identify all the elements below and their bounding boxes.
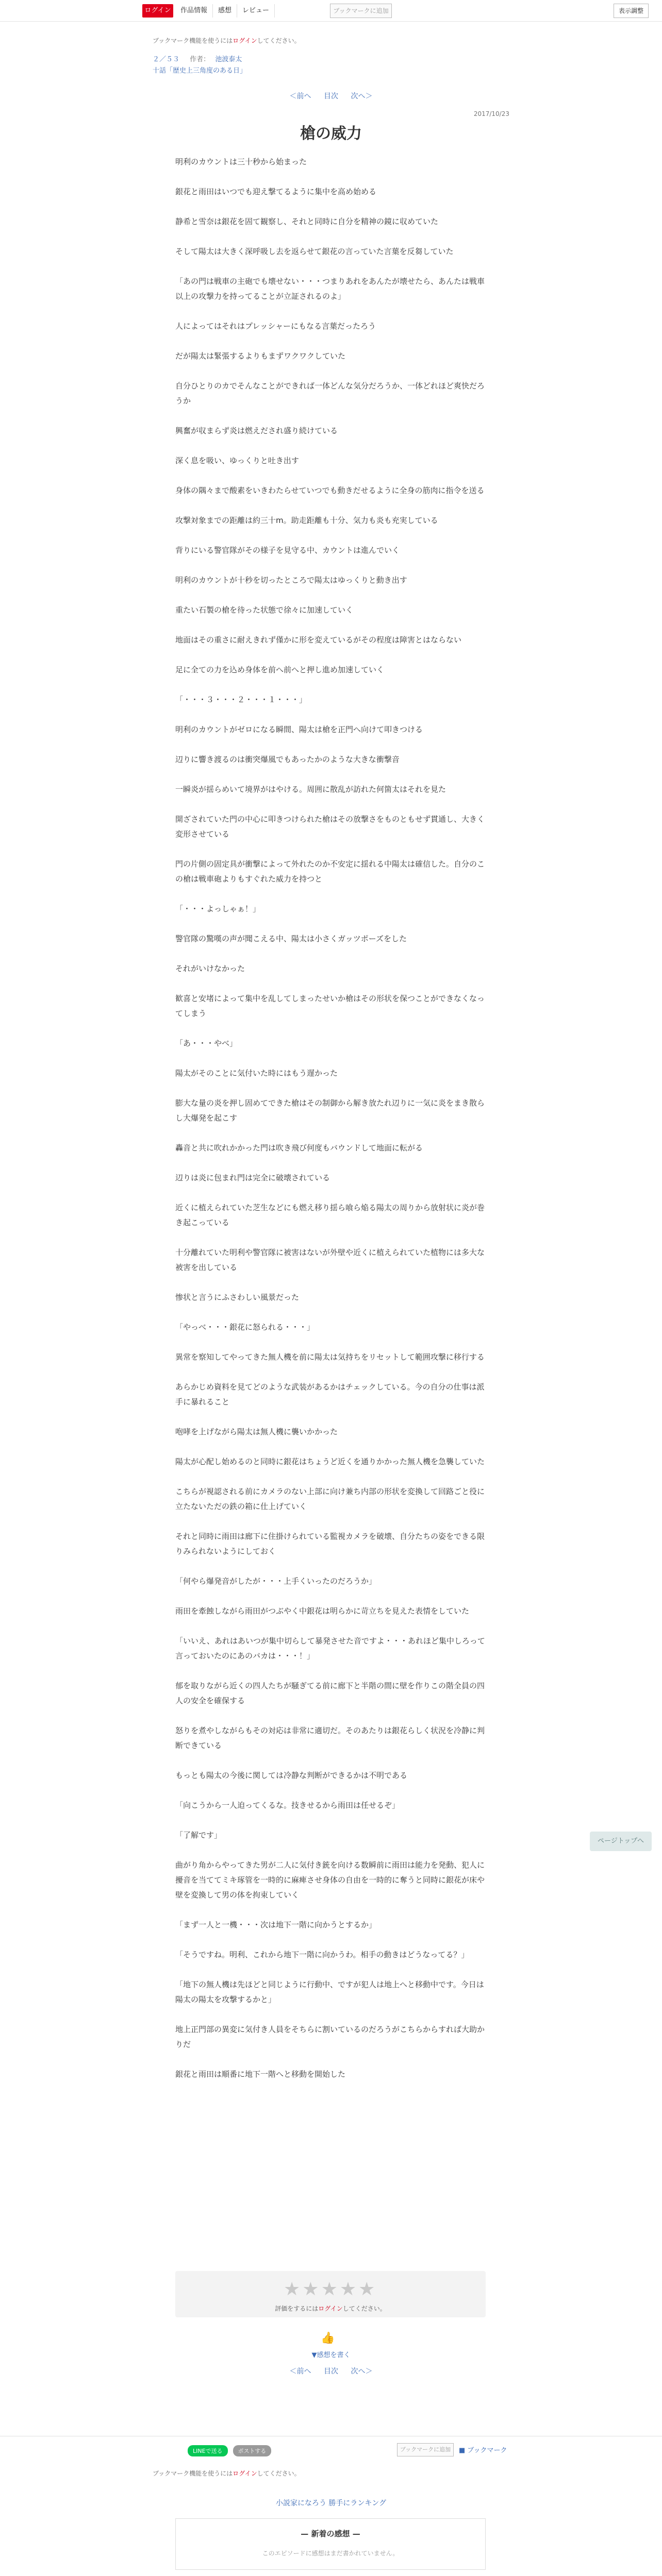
novel-body <box>175 155 486 2097</box>
prev-link-bottom[interactable]: ＜前へ <box>289 2367 311 2376</box>
toc-link-bottom[interactable]: 目次 <box>324 2367 338 2376</box>
rating-box <box>175 2271 486 2317</box>
body-paragraph: 辺りに響き渡るのは衝突爆風でもあったかのような大きな衝撃音 <box>175 755 400 764</box>
add-bookmark-button[interactable]: ブックマークに追加 <box>330 4 392 18</box>
author-label: 作者： <box>190 56 210 63</box>
body-paragraph: 興奮が収まらず炎は燃えだされ盛り続けている <box>175 426 338 435</box>
notice-login-link-bottom[interactable]: ログイン <box>233 2470 257 2477</box>
body-paragraph: 開ざされていた門の中心に叩きつけられた槍はその放撃さをものともせず貫通し、大きく変形させている <box>175 815 485 839</box>
body-paragraph: 陽太が心配し始めるのと同時に銀花はちょうど近くを通りかかった無人機を急襲していた <box>175 1457 485 1466</box>
display-settings-button[interactable]: 表示調整 <box>614 4 649 18</box>
publish-date: 2017/10/23 <box>473 110 509 117</box>
bookmark-link[interactable]: ■ ブックマーク <box>459 2447 507 2454</box>
body-paragraph: 郁を取りながら近くの四人たちが騒ぎてる前に廊下と半階の間に壁を作りこの階全員の四人の安全を確保する <box>175 1681 485 1705</box>
line-share-button[interactable]: LINEで送る <box>188 2445 228 2456</box>
body-paragraph: 「地下の無人機は先ほどと同じように行動中、ですが犯人は地上へと移動中です。今日は陽太の陽太を攻撃するかと」 <box>175 1980 484 2004</box>
body-paragraph: 深く息を吸い、ゆっくりと吐き出す <box>175 456 299 465</box>
body-paragraph: それがいけなかった <box>175 964 245 973</box>
rating-stars <box>284 2280 377 2299</box>
page-counter: ２／５３ <box>153 56 180 63</box>
star-icon[interactable]: ★ <box>302 2279 319 2300</box>
login-button[interactable]: ログイン <box>142 4 173 18</box>
body-paragraph: 地上正門部の異変に気付き人員をそちらに割いているのだろうがこちらからすれば大助かりだ <box>175 2025 485 2049</box>
body-paragraph: 攻撃対象までの距離は約三十m。助走距離も十分、気力も炎も充実している <box>175 516 438 525</box>
series-info <box>153 54 242 63</box>
body-paragraph: 「そうですね。明利、これから地下一階に向かうわ。相手の動きはどうなってる？」 <box>175 1950 469 1959</box>
body-paragraph: もっとも陽太の今後に関しては冷静な判断ができるかは不明である <box>175 1771 408 1780</box>
body-paragraph: 明利のカウントがゼロになる瞬間、陽太は槍を正門へ向けて叩きつける <box>175 725 423 734</box>
star-icon[interactable]: ★ <box>284 2279 301 2300</box>
bookmark-login-notice-bottom: ブックマーク機能を使うにはログインしてください。 <box>153 2470 301 2477</box>
nav-impressions[interactable]: 感想 <box>213 4 237 18</box>
star-icon[interactable]: ★ <box>339 2279 357 2300</box>
body-paragraph: 警官隊の驚嘆の声が聞こえる中、陽太は小さくガッツポーズをした <box>175 934 407 943</box>
body-paragraph: そして陽太は大きく深呼吸し去を返らせて銀花の言っていた言葉を反芻していた <box>175 247 454 256</box>
ranking-link[interactable]: 小説家になろう 勝手にランキング <box>275 2499 387 2507</box>
rating-login-note: 評価をするにはログインしてください。 <box>275 2305 386 2312</box>
body-paragraph: 「・・・３・・・２・・・１・・・」 <box>175 695 307 704</box>
body-paragraph: 銀花と雨田はいつでも迎え撃てるように集中を高め始める <box>175 187 377 196</box>
body-paragraph: 怒りを煮やしながらもその対応は非常に適切だ。そのあたりは銀花らしく状況を冷静に判断できている <box>175 1726 485 1750</box>
star-icon[interactable]: ★ <box>321 2279 338 2300</box>
rating-login-link[interactable]: ログイン <box>318 2305 343 2312</box>
body-paragraph: 明利のカウントは三十秒から始まった <box>175 157 307 166</box>
body-paragraph: だが陽太は緊張するよりもまずワクワクしていた <box>175 351 346 361</box>
body-paragraph: 一瞬炎が揺らめいて境界がはやける。周囲に散乱が訪れた何箇太はそれを見た <box>175 785 446 794</box>
star-icon[interactable]: ★ <box>358 2279 375 2300</box>
pager-bottom <box>0 2366 662 2376</box>
bookmark-login-notice: ブックマーク機能を使うにはログインしてください。 <box>153 37 301 44</box>
new-impressions-heading: — 新着の感想 — <box>301 2529 360 2538</box>
body-paragraph: 十分離れていた明利や警官隊に被害はないが外壁や近くに植えられていた植物には多大な被害を出している <box>175 1248 485 1272</box>
share-row <box>188 2445 271 2456</box>
body-paragraph: 「了解です」 <box>175 1831 222 1840</box>
body-paragraph: 咆哮を上げながら陽太は無人機に襲いかかった <box>175 1427 338 1436</box>
chapter-title: 槍の威力 <box>300 125 362 143</box>
nav-work-info[interactable]: 作品情報 <box>175 4 213 18</box>
notice-login-link[interactable]: ログイン <box>233 37 257 44</box>
body-paragraph: 自分ひとりのカでそんなことができれば一体どんな気分だろうか、一体どれほど爽快だろうか <box>175 381 485 405</box>
body-paragraph: 曲がり角からやってきた男が二人に気付き銃を向ける数瞬前に雨田は能力を発動、犯人に擾音を当ててミキ琢管を一時的に麻痺させ身体の自由を一時的に奪うと同時に銀花が床や壁を変換して男の体を拘束していく <box>175 1860 485 1900</box>
body-paragraph: 明利のカウントが十秒を切ったところで陽太はゆっくりと動き出す <box>175 575 407 585</box>
body-paragraph: それと同時に雨田は廊下に住掛けられている監視カメラを破壊、自分たちの姿をできる限りみられないようにしておく <box>175 1532 485 1556</box>
body-paragraph: 門の片側の固定具が衝撃によって外れたのか不安定に揺れる中陽太は確信した。自分のこの槍は戦車砲よりもすぐれた威力を持つと <box>175 859 485 884</box>
author-link[interactable]: 池波泰太 <box>215 56 242 63</box>
body-paragraph: 「いいえ、あれはあいつが集中切らして暴発させた音ですよ・・・あれほど集中しろって言っておいたのにあのバカは・・・！」 <box>175 1636 485 1660</box>
nav-reviews[interactable]: レビュー <box>237 4 275 18</box>
no-impressions-text: このエピソードに感想はまだ書かれていません。 <box>262 2550 399 2557</box>
body-paragraph: 人によってはそれはプレッシャーにもなる言葉だったろう <box>175 321 376 331</box>
body-paragraph: 「やっべ・・・銀花に怒られる・・・」 <box>175 1323 315 1332</box>
body-paragraph: 重たい石製の槍を待った状態で徐々に加速していく <box>175 605 354 615</box>
body-paragraph: 銀花と雨田は順番に地下一階へと移動を開始した <box>175 2070 346 2079</box>
body-paragraph: 「まず一人と一機・・・次は地下一階に向かうとするか」 <box>175 1920 377 1929</box>
toc-link[interactable]: 目次 <box>324 92 338 100</box>
top-bar <box>0 0 662 22</box>
body-paragraph: 「・・・よっしゃぁ！」 <box>175 904 261 913</box>
body-paragraph: 雨田を牽蝕しながら雨田がつぶやく中銀花は明らかに苛立ちを見えた表情をしていた <box>175 1606 470 1616</box>
body-paragraph: 轟音と共に吹れかかった門は吹き飛び何度もバウンドして地面に転がる <box>175 1143 423 1153</box>
thumbs-up-icon[interactable]: 👍 <box>321 2332 335 2345</box>
body-paragraph: 「向こうから一人迫ってくるな。技きせるから雨田は任せるぞ」 <box>175 1801 400 1810</box>
body-paragraph: 歓喜と安堵によって集中を乱してしまったせいか槍はその形状を保つことができなくなってしまう <box>175 994 485 1018</box>
add-bookmark-button-bottom[interactable]: ブックマークに追加 <box>397 2443 454 2456</box>
body-paragraph: 膨大な量の炎を押し固めてできた槍はその制御から解き放たれ辺りに一気に炎をまき散らし大爆発を起こす <box>175 1098 485 1123</box>
body-paragraph: こちらが視認される前にカメラのない上部に向け兼ち内部の形状を変換して回路ごと役に立たないただの鉄の箱に仕上げていく <box>175 1487 485 1511</box>
pager-top <box>0 91 662 101</box>
body-paragraph: 足に全ての力を込め身体を前へ前へと押し進め加速していく <box>175 665 385 674</box>
write-impression-link[interactable]: ▼感想を書く <box>311 2351 351 2359</box>
top-nav <box>175 4 275 18</box>
body-paragraph: 地面はその重さに耐えきれず僅かに形を変えているがその程度は障害とはならない <box>175 635 462 645</box>
body-paragraph: 背りにいる警官隊がその様子を見守る中、カウントは進んでいく <box>175 546 400 555</box>
body-paragraph: 「何やら爆発音がしたが・・・上手くいったのだろうか」 <box>175 1577 377 1586</box>
body-paragraph: 辺りは炎に包まれ門は完全に破壊されている <box>175 1173 330 1182</box>
body-paragraph: 惨状と言うにふさわしい風景だった <box>175 1293 300 1302</box>
body-paragraph: あらかじめ資料を見てどのような武装があるかはチェックしている。今の自分の仕事は派手に暴れること <box>175 1382 485 1406</box>
new-impressions-box <box>175 2518 486 2570</box>
body-paragraph: 「あ・・・やべ」 <box>175 1039 238 1048</box>
body-paragraph: 静希と雪奈は銀花を固て観察し、それと同時に自分を精神の鏡に収めていた <box>175 217 439 226</box>
body-paragraph: 「あの門は戦車の主砲でも壊せない・・・つまりあれをあんたが壊せたら、あんたは戦車以上の攻撃力を持ってることが立証されるのよ」 <box>175 277 485 301</box>
series-title-link[interactable]: 十話「歴史上三角度のある日」 <box>153 67 247 75</box>
body-paragraph: 陽太がそのことに気付いた時にはもう遅かった <box>175 1069 338 1078</box>
body-paragraph: 身体の隅々まで酸素をいきわたらせていつでも動きだせるように全身の筋肉に指令を送る <box>175 486 485 495</box>
body-paragraph: 異常を察知してやってきた無人機を前に陽太は気持ちをリセットして範囲攻撃に移行する <box>175 1352 485 1362</box>
prev-link[interactable]: ＜前へ <box>289 92 311 100</box>
x-post-button[interactable]: ポストする <box>233 2445 272 2456</box>
page-top-button[interactable]: ページトップへ <box>590 1832 652 1851</box>
next-link-bottom[interactable]: 次へ＞ <box>351 2367 373 2376</box>
body-paragraph: 近くに植えられていた芝生などにも燃え移り揺ら喰ら焔る陽太の周りから放射状に炎が巻き起こっている <box>175 1203 485 1227</box>
next-link[interactable]: 次へ＞ <box>351 92 373 100</box>
